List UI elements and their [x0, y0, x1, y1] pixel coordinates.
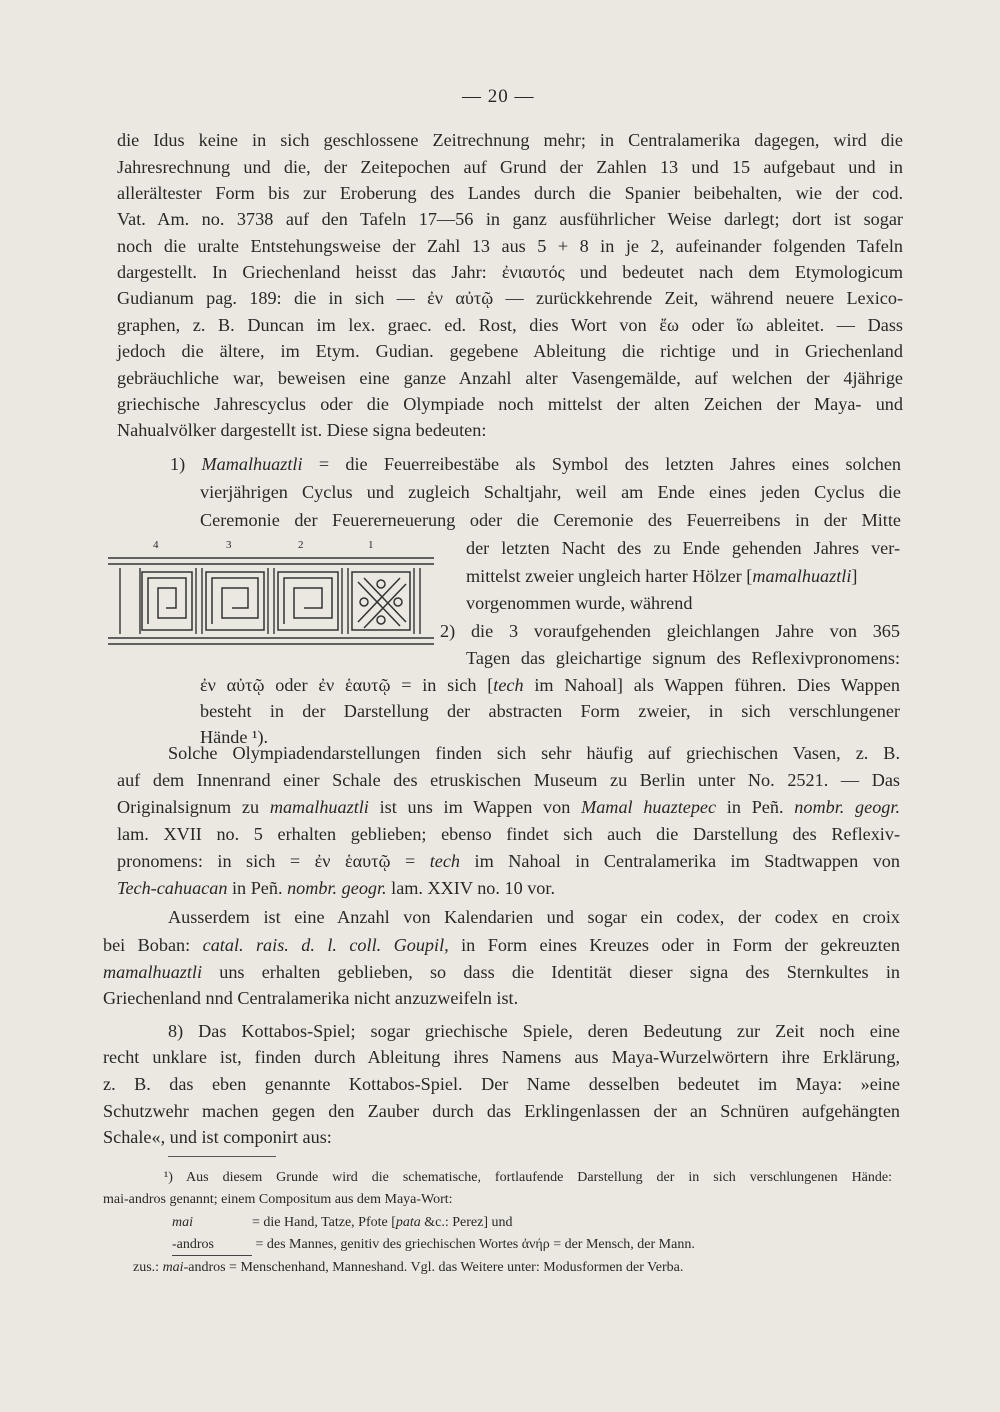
para4-line: Schutzwehr machen gegen den Zauber durch das Erklingenlassen der an Schnüren aufgehängten [103, 1101, 900, 1121]
item1-number: 1) [170, 454, 186, 474]
para2-line: pronomens: in sich = ἐν ἑαυτῷ = tech im Nahoal in Centralamerika im Stadtwappen von [117, 851, 900, 871]
footnote-line: ¹) Aus diesem Grunde wird die schematische, fortlaufende Darstellung der in sich verschlungenen Hände: [164, 1170, 892, 1185]
body-line: graphen, z. B. Duncan im lex. graec. ed. Rost, dies Wort von ἔω oder ἴω ableitet. — Dass [117, 315, 903, 335]
meander-square-3 [278, 572, 338, 630]
meander-square-1 [142, 572, 192, 630]
item1-rest: = die Feuerreibestäbe als Symbol des letzten Jahres eines solchen [318, 454, 902, 474]
figure-label: 3 [226, 539, 232, 551]
body-line: Gudianum pag. 189: die in sich — ἐν αὐτῷ — zurückkehrende Zeit, während neuere Lexico- [117, 288, 903, 308]
para2-line: Originalsignum zu mamalhuaztli ist uns im Wappen von Mamal huaztepec in Peñ. nombr. geogr. [117, 797, 901, 817]
footnote-line: -andros = des Mannes, genitiv des griechischen Wortes ἀνήρ = der Mensch, der Mann. [172, 1235, 892, 1256]
meander-frieze-figure [108, 538, 434, 658]
body-line: Vat. Am. no. 3738 auf den Tafeln 17—56 in ganz ausführlicher Weise darlegt; dort ist sogar [117, 209, 903, 229]
item1-line: vierjährigen Cyclus und zugleich Schaltjahr, weil am Ende eines jeden Cyclus die [200, 482, 901, 502]
footnote-rule [168, 1156, 276, 1157]
para3-line: Ausserdem ist eine Anzahl von Kalendarien und sogar ein codex, der codex en croix [168, 907, 900, 927]
item2-line: besteht in der Darstellung der abstracten Form zweier, in sich verschlungener [200, 701, 900, 721]
body-line: noch die uralte Entstehungsweise der Zahl 13 aus 5 + 8 in je 2, aufeinander folgenden Tafeln [117, 236, 903, 256]
para3-line: Griechenland nnd Centralamerika nicht anzuzweifeln ist. [103, 988, 519, 1008]
item1-line: Ceremonie der Feuererneuerung oder die Ceremonie des Feuerreibens in der Mitte [200, 510, 901, 530]
item2-line: Hände ¹). [200, 727, 269, 747]
para3-line: bei Boban: catal. rais. d. l. coll. Goupil, in Form eines Kreuzes oder in Form der gekreuzten [103, 935, 900, 955]
para2-line: lam. XVII no. 5 erhalten geblieben; ebenso findet sich auch die Darstellung des Reflexiv- [117, 824, 900, 844]
item2-line: ἐν αὐτῷ oder ἐν ἑαυτῷ = in sich [tech im Nahoal] als Wappen führen. Dies Wappen [200, 675, 900, 695]
footnote-line: zus.: mai-andros = Menschenhand, Manneshand. Vgl. das Weitere unter: Modusformen der Verba. [133, 1260, 684, 1275]
body-line: gebräuchliche war, beweisen eine ganze Anzahl alter Vasengemälde, auf welchen der 4jährige [117, 368, 903, 388]
para2-line: auf dem Innenrand einer Schale des etruskischen Museum zu Berlin unter No. 2521. — Das [117, 770, 900, 790]
para4-line: Schale«, und ist componirt aus: [103, 1127, 332, 1147]
para4-line: 8) Das Kottabos-Spiel; sogar griechische Spiele, deren Bedeutung zur Zeit noch eine [168, 1021, 900, 1041]
body-line: Nahualvölker dargestellt ist. Diese signa bedeuten: [117, 420, 487, 440]
meander-square-2 [206, 572, 264, 630]
item2-line: 2) die 3 voraufgehenden gleichlangen Jahre von 365 [440, 621, 900, 641]
para3-line: mamalhuaztli uns erhalten geblieben, so dass die Identität dieser signa des Sternkultes in [103, 962, 900, 982]
para4-line: recht unklare ist, finden durch Ableitung ihres Namens aus Maya-Wurzelwörtern ihre Erklärung, [103, 1047, 900, 1067]
figure-label: 4 [153, 539, 159, 551]
body-line: die Idus keine in sich geschlossene Zeitrechnung mehr; in Centralamerika dagegen, wird die [117, 130, 903, 150]
para2-line: Solche Olympiadendarstellungen finden sich sehr häufig auf griechischen Vasen, z. B. [168, 743, 900, 763]
footnote-line: mai = die Hand, Tatze, Pfote [pata &c.: Perez] und [172, 1215, 513, 1230]
crossed-sticks-symbol [352, 572, 410, 630]
item1-bracket-term: mamalhuaztli [752, 566, 852, 586]
body-line: dargestellt. In Griechenland heisst das Jahr: ἐνιαυτός und bedeutet nach dem Etymologicum [117, 262, 903, 282]
item1-line [170, 452, 901, 476]
para2-line: Tech-cahuacan in Peñ. nombr. geogr. lam. XXIV no. 10 vor. [117, 878, 556, 898]
item1-line: der letzten Nacht des zu Ende gehenden Jahres ver- [466, 538, 900, 558]
item1-term: Mamalhuaztli [201, 454, 303, 474]
figure-label: 1 [368, 539, 374, 551]
body-line: Jahresrechnung und die, der Zeitepochen auf Grund der Zahlen 13 und 15 aufgebaut und in [117, 157, 903, 177]
body-line: jedoch die ältere, im Etym. Gudian. gegebene Ableitung die richtige und in Griechenland [117, 341, 903, 361]
body-line: griechische Jahrescyclus oder die Olympiade noch mittelst der alten Zeichen der Maya- und [117, 394, 903, 414]
item1-line: mittelst zweier ungleich harter Hölzer [mamalhuaztli] [466, 566, 858, 586]
item1-line: vorgenommen wurde, während [466, 593, 693, 613]
item2-line: Tagen das gleichartige signum des Reflexivpronomens: [466, 648, 900, 668]
body-line: allerältester Form bis zur Eroberung des Landes durch die Spanier beibehalten, wie der cod. [117, 183, 903, 203]
footnote-line: mai-andros genannt; einem Compositum aus dem Maya-Wort: [103, 1192, 453, 1207]
para4-line: z. B. das eben genannte Kottabos-Spiel. Der Name desselben bedeutet im Maya: »eine [103, 1074, 900, 1094]
figure-label: 2 [298, 539, 304, 551]
page-number: — 20 — [462, 86, 535, 107]
